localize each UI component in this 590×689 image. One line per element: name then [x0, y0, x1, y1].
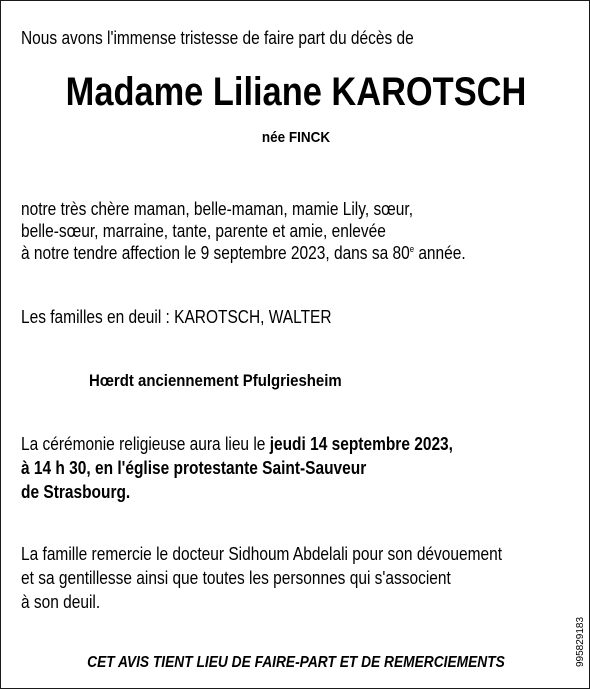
ceremony-date: jeudi 14 septembre 2023,	[269, 434, 453, 454]
thanks-line-1: La famille remercie le docteur Sidhoum Abdelali pour son dévouement	[21, 544, 503, 564]
tribute-line-1: notre très chère maman, belle-maman, mamie Lily, sœur,	[21, 199, 414, 219]
tribute-line-3-suffix: année.	[414, 243, 466, 263]
footer-notice: CET AVIS TIENT LIEU DE FAIRE-PART ET DE REMERCIEMENTS	[87, 654, 505, 671]
ceremony-time-place: à 14 h 30, en l'église protestante Saint-Sauveur	[21, 458, 367, 478]
ceremony-city: de Strasbourg.	[21, 482, 131, 502]
ceremony-line-1	[21, 433, 453, 455]
ceremony-line-2	[21, 457, 366, 479]
tribute-line-2: belle-sœur, marraine, tante, parente et amie, enlevée	[21, 221, 386, 241]
mourning-families: Les familles en deuil : KAROTSCH, WALTER	[21, 307, 332, 327]
thanks-line-2: et sa gentillesse ainsi que toutes les personnes qui s'associent	[21, 568, 451, 588]
location-text: Hœrdt anciennement Pfulgriesheim	[89, 371, 342, 390]
ordinal-suffix: e	[409, 244, 415, 254]
tribute-line-3-prefix: à notre tendre affection le 9 septembre 2023, dans sa 80	[21, 243, 410, 263]
reference-number: 995829183	[575, 616, 586, 667]
maiden-name: née FINCK	[261, 129, 331, 146]
deceased-name: Madame Liliane KAROTSCH	[65, 70, 527, 114]
ceremony-line-3	[21, 481, 130, 503]
ceremony-line-1-prefix: La cérémonie religieuse aura lieu le	[21, 434, 270, 454]
intro-text: Nous avons l'immense tristesse de faire part du décès de	[21, 28, 414, 48]
thanks-line-3: à son deuil.	[21, 592, 101, 612]
tribute-line-3	[21, 242, 466, 264]
